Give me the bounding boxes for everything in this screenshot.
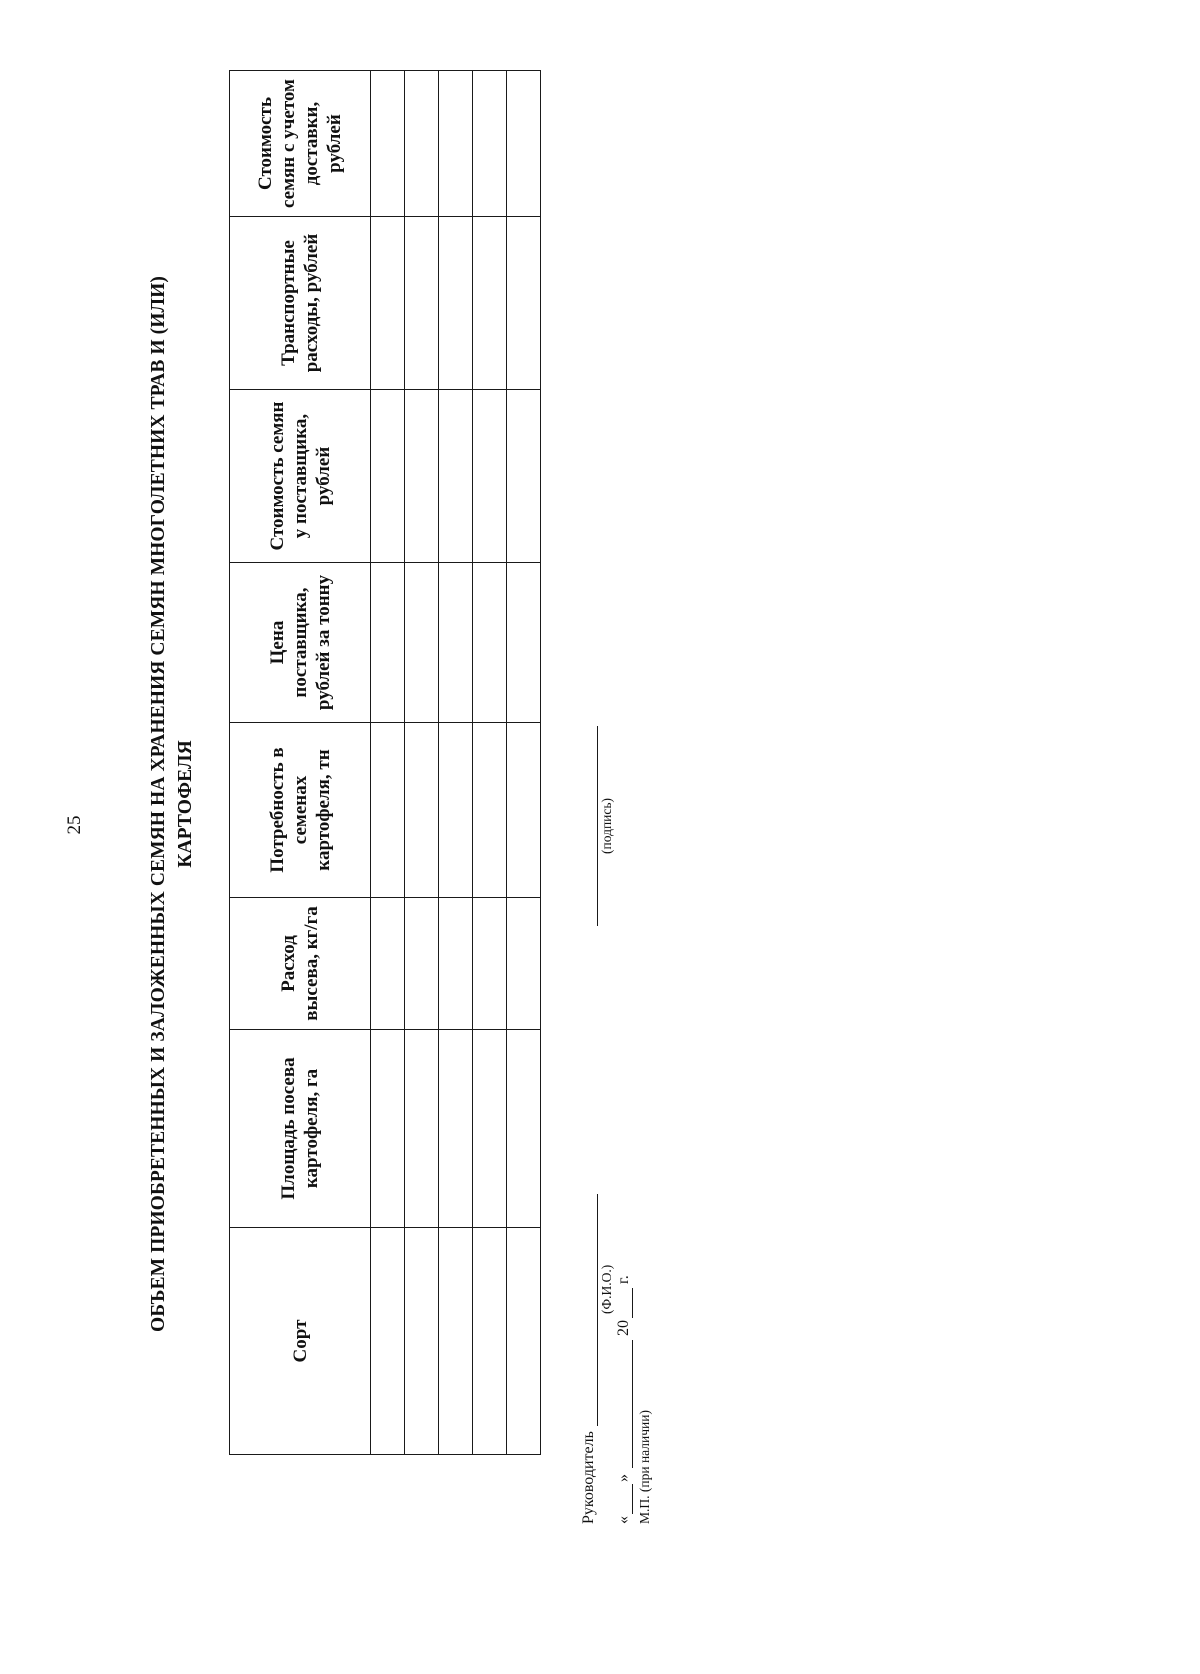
table-cell[interactable] xyxy=(439,1228,473,1455)
page-number: 25 xyxy=(64,815,85,835)
table-cell[interactable] xyxy=(405,1228,439,1455)
table-cell[interactable] xyxy=(473,71,507,217)
column-header-seed-need: Потребность в семенах картофеля, тн xyxy=(230,723,371,898)
table-cell[interactable] xyxy=(507,217,541,390)
table-cell[interactable] xyxy=(371,217,405,390)
table-cell[interactable] xyxy=(439,217,473,390)
table-cell[interactable] xyxy=(405,723,439,898)
table-cell[interactable] xyxy=(473,563,507,723)
column-header-transport-cost: Транспортные расходы, рублей xyxy=(230,217,371,390)
table-row xyxy=(507,71,541,1455)
table-cell[interactable] xyxy=(507,390,541,563)
table-cell[interactable] xyxy=(371,898,405,1030)
table-cell[interactable] xyxy=(439,390,473,563)
column-header-delivered-cost: Стоимость семян с учетом доставки, рублей xyxy=(230,71,371,217)
table-cell[interactable] xyxy=(439,563,473,723)
table-row xyxy=(405,71,439,1455)
stamp-label: М.П. (при наличии) xyxy=(637,1410,652,1524)
signature-block xyxy=(580,124,700,1524)
date-day-line[interactable] xyxy=(615,1484,633,1514)
document-title xyxy=(145,234,199,1374)
table-cell[interactable] xyxy=(473,217,507,390)
table-row xyxy=(473,71,507,1455)
title-line-2: КАРТОФЕЛЯ xyxy=(175,740,196,868)
table-cell[interactable] xyxy=(405,217,439,390)
table-cell[interactable] xyxy=(507,71,541,217)
title-line-1: ОБЪЕМ ПРИОБРЕТЕННЫХ И ЗАЛОЖЕННЫХ СЕМЯН НА ХРАНЕНИЯ СЕМЯН МНОГОЛЕТНИХ ТРАВ И (ИЛИ) xyxy=(148,275,169,1333)
table-cell[interactable] xyxy=(371,723,405,898)
date-open-quote: « xyxy=(615,1516,632,1524)
year-suffix: г. xyxy=(615,1275,632,1284)
table-cell[interactable] xyxy=(371,71,405,217)
table-cell[interactable] xyxy=(507,1228,541,1455)
signature-line[interactable] xyxy=(580,726,598,926)
fio-caption: (Ф.И.О.) xyxy=(599,1264,614,1314)
head-label: Руководитель xyxy=(580,1431,597,1524)
column-header-sort: Сорт xyxy=(230,1228,371,1455)
table-cell[interactable] xyxy=(439,723,473,898)
table-header-row xyxy=(230,71,371,1455)
seed-volume-table xyxy=(229,70,541,1455)
table-cell[interactable] xyxy=(405,1030,439,1228)
year-prefix: 20 xyxy=(615,1320,632,1336)
table-cell[interactable] xyxy=(439,71,473,217)
table-cell[interactable] xyxy=(405,898,439,1030)
column-header-area: Площадь посева картофеля, га xyxy=(230,1030,371,1228)
table-cell[interactable] xyxy=(507,563,541,723)
table-cell[interactable] xyxy=(371,390,405,563)
date-close-quote: » xyxy=(615,1474,632,1482)
table-row xyxy=(371,71,405,1455)
table-cell[interactable] xyxy=(507,898,541,1030)
table-cell[interactable] xyxy=(405,563,439,723)
column-header-seeding-rate: Расход высева, кг/га xyxy=(230,898,371,1030)
fio-line[interactable] xyxy=(580,1194,598,1426)
table-cell[interactable] xyxy=(473,390,507,563)
table-cell[interactable] xyxy=(439,898,473,1030)
column-header-supplier-cost: Стоимость семян у поставщика, рублей xyxy=(230,390,371,563)
signature-caption: (подпись) xyxy=(599,797,614,854)
column-header-supplier-price: Цена поставщика, рублей за тонну xyxy=(230,563,371,723)
date-month-line[interactable] xyxy=(615,1340,633,1468)
table-cell[interactable] xyxy=(405,71,439,217)
table-cell[interactable] xyxy=(507,1030,541,1228)
table-cell[interactable] xyxy=(473,898,507,1030)
table-cell[interactable] xyxy=(371,1030,405,1228)
table-cell[interactable] xyxy=(473,1030,507,1228)
table-cell[interactable] xyxy=(507,723,541,898)
table-body xyxy=(371,71,541,1455)
date-year-line[interactable] xyxy=(615,1288,633,1318)
table-row xyxy=(439,71,473,1455)
table-cell[interactable] xyxy=(371,563,405,723)
table-cell[interactable] xyxy=(473,1228,507,1455)
table-cell[interactable] xyxy=(405,390,439,563)
table-cell[interactable] xyxy=(473,723,507,898)
table-cell[interactable] xyxy=(371,1228,405,1455)
table-cell[interactable] xyxy=(439,1030,473,1228)
